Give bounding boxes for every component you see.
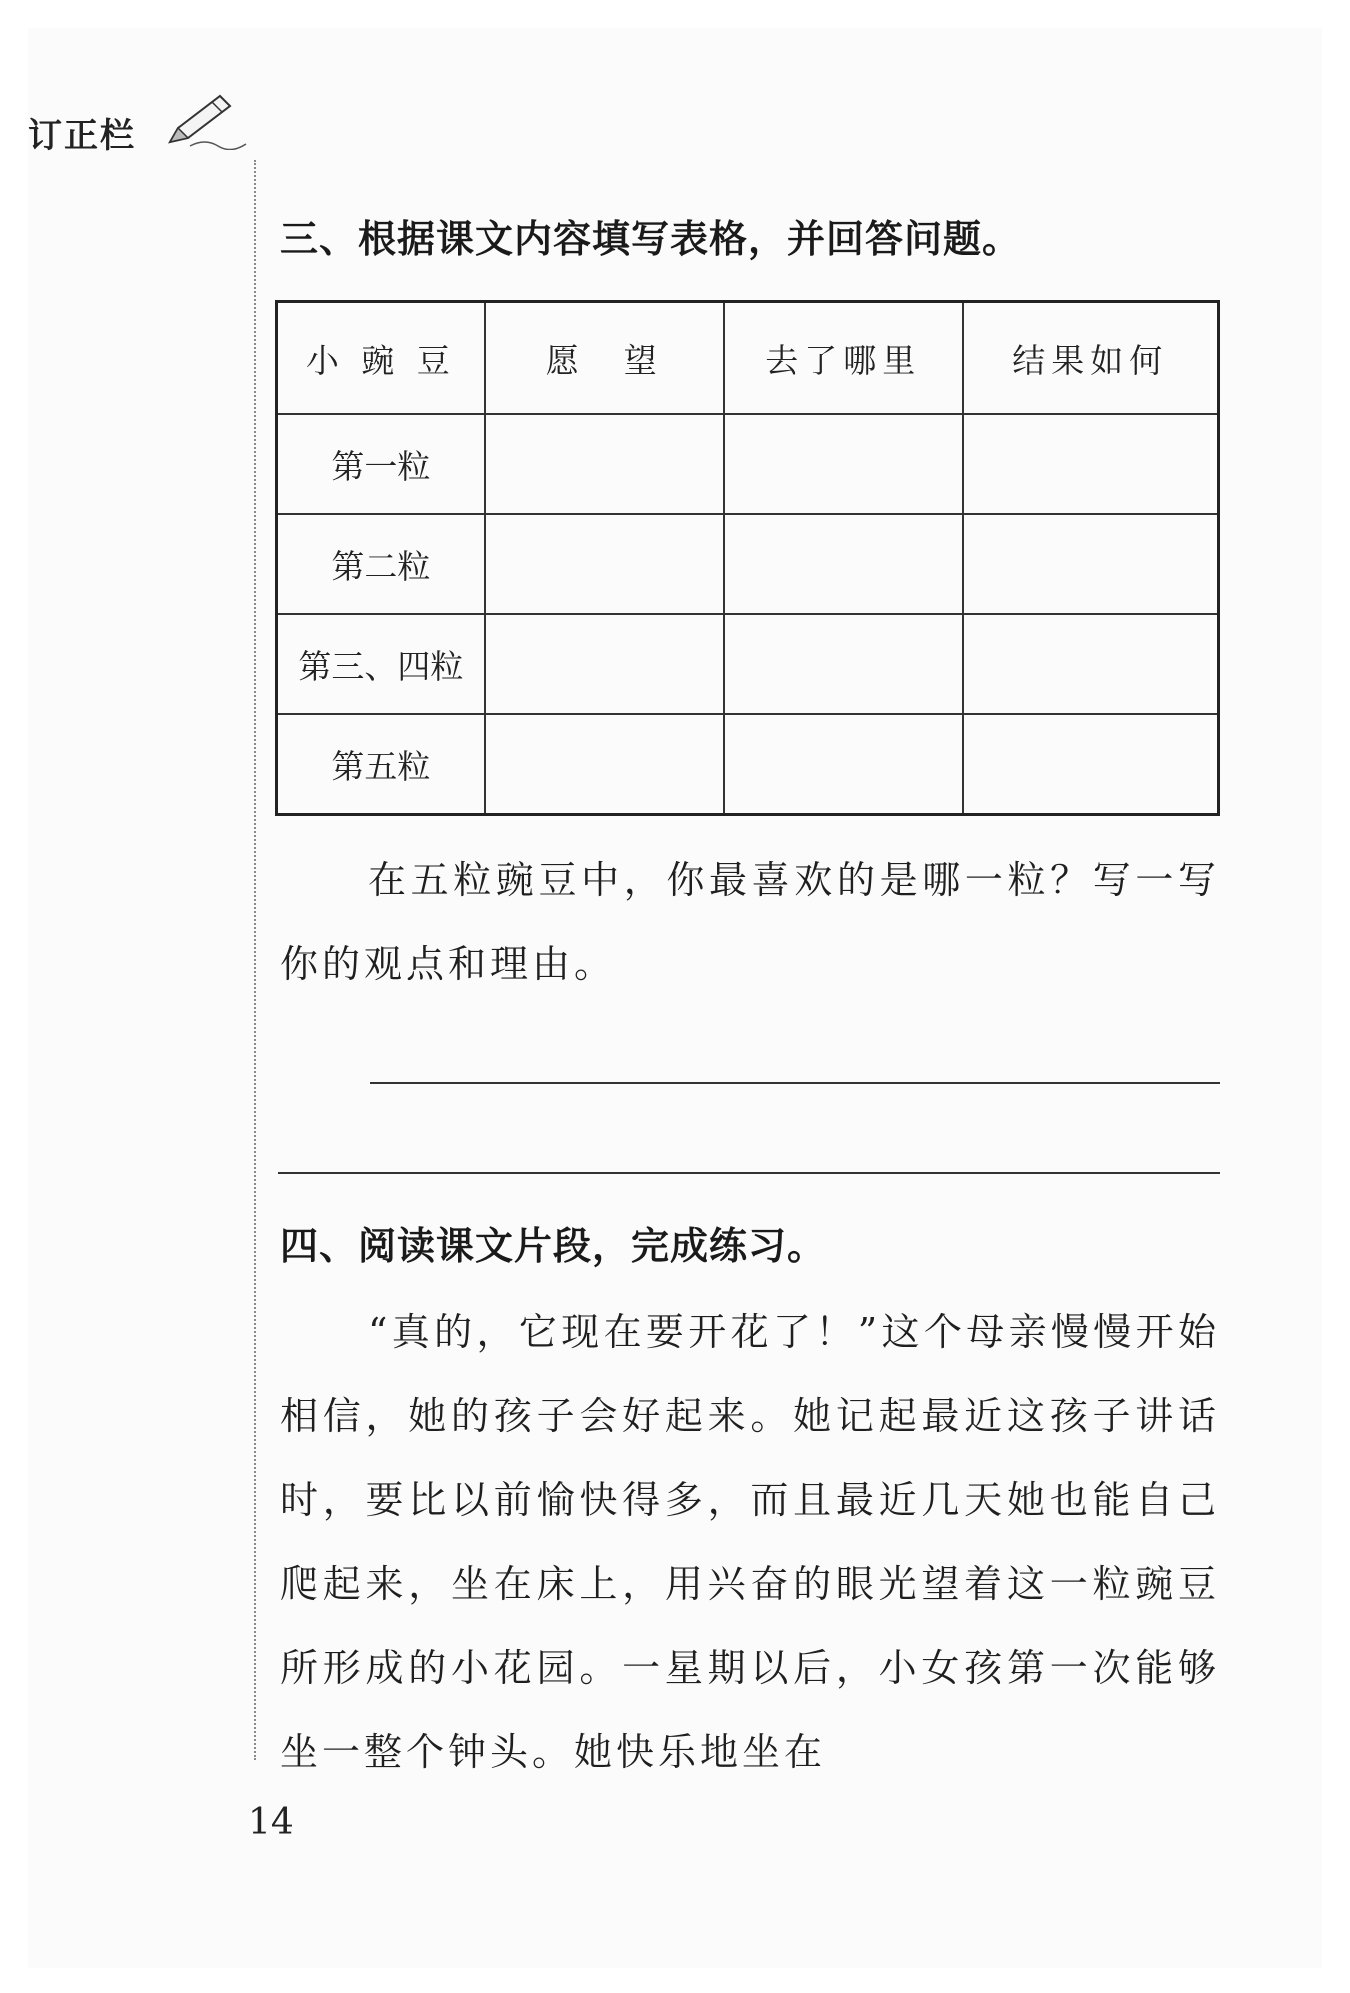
margin-divider <box>254 160 256 1760</box>
blank-cell[interactable] <box>724 614 963 714</box>
blank-cell[interactable] <box>724 714 963 815</box>
blank-cell[interactable] <box>485 514 724 614</box>
blank-cell[interactable] <box>963 514 1219 614</box>
header-wish: 愿 望 <box>485 302 724 415</box>
row-label: 第三、四粒 <box>277 614 485 714</box>
section-4-title: 四、阅读课文片段，完成练习。 <box>280 1224 827 1268</box>
blank-cell[interactable] <box>724 514 963 614</box>
blank-cell[interactable] <box>724 414 963 514</box>
blank-cell[interactable] <box>485 714 724 815</box>
section-3-title: 三、根据课文内容填写表格，并回答问题。 <box>280 217 1022 261</box>
blank-cell[interactable] <box>485 414 724 514</box>
pea-table <box>275 300 1220 816</box>
answer-line[interactable] <box>370 1082 1220 1084</box>
header-where: 去了哪里 <box>724 302 963 415</box>
header-result: 结果如何 <box>963 302 1219 415</box>
row-label: 第一粒 <box>277 414 485 514</box>
question-text: 在五粒豌豆中，你最喜欢的是哪一粒？写一写你的观点和理由。 <box>280 858 1220 986</box>
blank-cell[interactable] <box>485 614 724 714</box>
row-label: 第二粒 <box>277 514 485 614</box>
table-row <box>277 514 1219 614</box>
answer-line[interactable] <box>278 1172 1220 1174</box>
blank-cell[interactable] <box>963 414 1219 514</box>
table-row <box>277 614 1219 714</box>
table-header-row <box>277 302 1219 415</box>
page-number: 14 <box>248 1802 294 1843</box>
pencil-icon <box>160 90 250 150</box>
blank-cell[interactable] <box>963 614 1219 714</box>
blank-cell[interactable] <box>963 714 1219 815</box>
reading-passage: “真的，它现在要开花了！”这个母亲慢慢开始相信，她的孩子会好起来。她记起最近这孩子讲话时，要比以前愉快得多，而且最近几天她也能自己爬起来，坐在床上，用兴奋的眼光望着这一粒豌豆所形成的小花园。一星期以后，小女孩第一次能够坐一整个钟头。她快乐地坐在 <box>280 1310 1220 1774</box>
correction-column-label: 订正栏 <box>28 116 136 156</box>
table-row <box>277 414 1219 514</box>
header-pea: 小 豌 豆 <box>277 302 485 415</box>
table-row <box>277 714 1219 815</box>
row-label: 第五粒 <box>277 714 485 815</box>
